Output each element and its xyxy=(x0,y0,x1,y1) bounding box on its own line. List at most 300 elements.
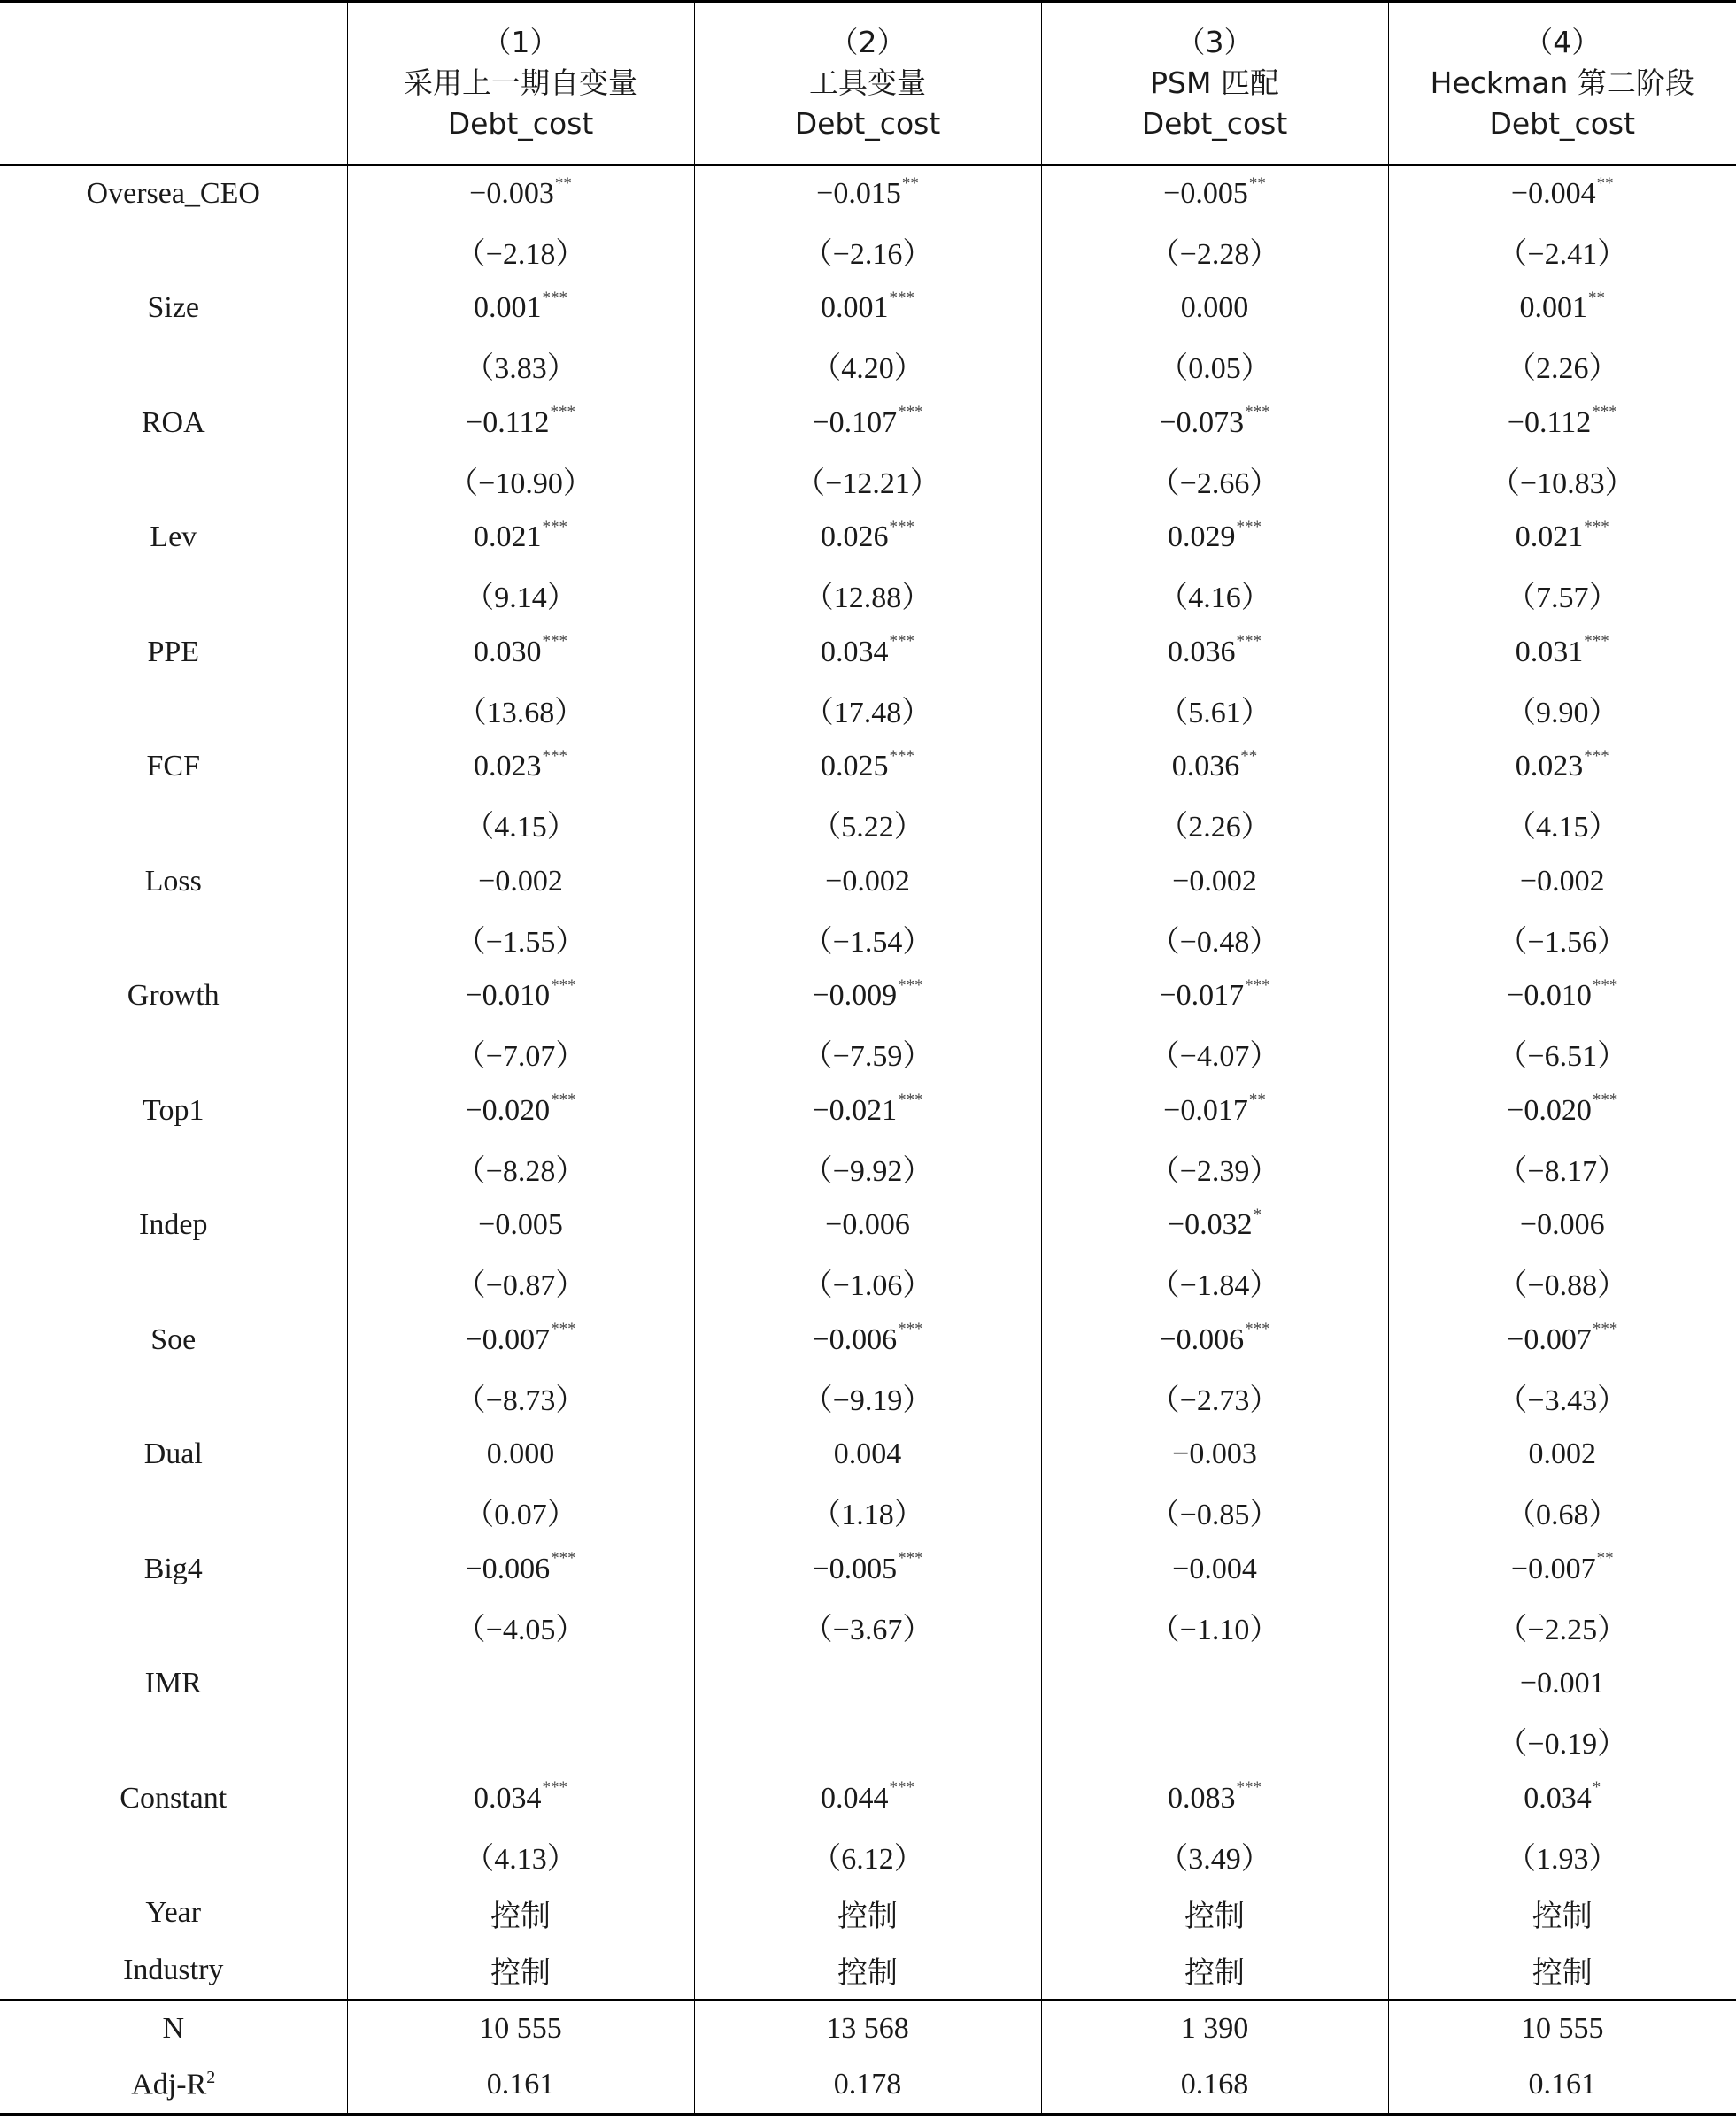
t-statistic-row xyxy=(0,1713,1736,1770)
coefficient-value: −0.006 xyxy=(825,1208,910,1241)
significance-stars: ** xyxy=(901,173,919,193)
variable-name: Soe xyxy=(150,1322,197,1356)
t-statistic-row xyxy=(0,1139,1736,1197)
t-statistic-value: （0.05） xyxy=(1158,352,1271,386)
t-statistic-value: （−1.54） xyxy=(802,925,933,959)
variable-label xyxy=(0,1942,347,2000)
t-statistic-value: （3.49） xyxy=(1158,1842,1271,1876)
significance-stars: ** xyxy=(1596,173,1614,193)
variable-label-empty xyxy=(0,1025,347,1083)
variable-name: Year xyxy=(145,1896,202,1929)
variable-name: Size xyxy=(147,291,200,324)
variable-label xyxy=(0,394,347,451)
coefficient-value: 0.034 xyxy=(821,635,889,668)
significance-stars: *** xyxy=(889,517,914,536)
t-statistic-value: （−10.83） xyxy=(1489,466,1635,500)
coefficient-cell xyxy=(1388,967,1736,1025)
coefficient-value: 0.000 xyxy=(1180,291,1249,324)
t-statistic-value: （−1.55） xyxy=(455,925,586,959)
variable-name: ROA xyxy=(141,405,205,439)
coefficient-row xyxy=(0,394,1736,451)
coefficient-value: 0.023 xyxy=(1515,750,1584,782)
coefficient-cell xyxy=(694,1197,1041,1254)
column-number: （4） xyxy=(1524,25,1601,59)
coefficient-value: −0.007 xyxy=(1507,1322,1592,1356)
coefficient-cell xyxy=(1388,509,1736,567)
t-statistic-value: （−2.25） xyxy=(1497,1613,1628,1646)
coefficient-cell xyxy=(694,1082,1041,1139)
t-statistic-value: （−9.19） xyxy=(802,1384,933,1417)
coefficient-value: −0.004 xyxy=(1510,177,1596,210)
t-statistic-cell xyxy=(347,681,694,738)
coefficient-value: −0.112 xyxy=(466,405,550,439)
variable-name: Oversea_CEO xyxy=(86,177,260,210)
significance-stars: *** xyxy=(898,975,923,995)
variable-label xyxy=(0,509,347,567)
control-row xyxy=(0,1885,1736,1942)
t-statistic-value: （−7.07） xyxy=(455,1040,586,1074)
t-statistic-cell xyxy=(347,1368,694,1426)
variable-label xyxy=(0,165,347,222)
statistic-value: 0.161 xyxy=(1528,2068,1596,2101)
variable-label-empty xyxy=(0,910,347,967)
coefficient-value: −0.004 xyxy=(1172,1552,1257,1585)
coefficient-row xyxy=(0,1311,1736,1368)
variable-label xyxy=(0,967,347,1025)
significance-stars: *** xyxy=(542,517,567,536)
coefficient-value: 0.004 xyxy=(833,1438,902,1470)
coefficient-row xyxy=(0,509,1736,567)
coefficient-value: −0.001 xyxy=(1519,1667,1605,1700)
coefficient-cell xyxy=(694,165,1041,222)
header-col-4 xyxy=(1388,2,1736,166)
coefficient-cell xyxy=(347,852,694,910)
t-statistic-cell xyxy=(347,910,694,967)
t-statistic-cell xyxy=(694,1368,1041,1426)
t-statistic-cell xyxy=(1388,910,1736,967)
t-statistic-cell xyxy=(347,1598,694,1655)
significance-stars: *** xyxy=(1245,975,1270,995)
t-statistic-cell xyxy=(1041,1827,1388,1885)
t-statistic-cell xyxy=(347,1827,694,1885)
coefficient-cell xyxy=(1388,165,1736,222)
coefficient-value: −0.020 xyxy=(465,1093,551,1127)
t-statistic-value: （−8.17） xyxy=(1497,1154,1628,1188)
t-statistic-cell xyxy=(347,1254,694,1312)
control-cell xyxy=(694,1885,1041,1942)
coefficient-cell xyxy=(1388,1311,1736,1368)
significance-stars: *** xyxy=(551,1091,576,1110)
variable-label-empty xyxy=(0,1254,347,1312)
coefficient-value: 0.021 xyxy=(1515,520,1584,553)
control-cell xyxy=(694,1942,1041,2000)
significance-stars: *** xyxy=(898,1320,923,1339)
coefficient-value: −0.006 xyxy=(812,1322,898,1356)
coefficient-value: −0.005 xyxy=(812,1552,898,1585)
statistic-value: 0.168 xyxy=(1180,2068,1249,2101)
t-statistic-cell xyxy=(694,681,1041,738)
t-statistic-value: （13.68） xyxy=(456,696,585,729)
significance-stars: *** xyxy=(898,1549,923,1569)
t-statistic-row xyxy=(0,910,1736,967)
coefficient-cell xyxy=(1041,165,1388,222)
variable-name: N xyxy=(162,2011,185,2045)
significance-stars: *** xyxy=(1245,403,1270,422)
coefficient-cell xyxy=(347,623,694,681)
statistic-value: 10 555 xyxy=(479,2011,562,2045)
header-corner xyxy=(0,2,347,166)
control-cell xyxy=(1388,1885,1736,1942)
t-statistic-cell xyxy=(1041,222,1388,280)
significance-stars: * xyxy=(1253,1205,1262,1224)
t-statistic-value: （1.18） xyxy=(811,1499,924,1532)
t-statistic-value: （−2.39） xyxy=(1149,1154,1280,1188)
coefficient-value: −0.021 xyxy=(812,1093,898,1127)
variable-label-empty xyxy=(0,337,347,395)
variable-name: Dual xyxy=(143,1438,203,1470)
t-statistic-cell xyxy=(694,1713,1041,1770)
coefficient-value: −0.107 xyxy=(812,405,898,439)
column-title: PSM 匹配 xyxy=(1150,66,1279,100)
significance-stars: *** xyxy=(889,1778,914,1798)
control-value: 控制 xyxy=(1532,1898,1593,1934)
coefficient-value: −0.007 xyxy=(465,1322,551,1356)
t-statistic-cell xyxy=(347,1025,694,1083)
t-statistic-value: （17.48） xyxy=(803,696,932,729)
coefficient-value: 0.030 xyxy=(474,635,542,668)
variable-name: Loss xyxy=(144,864,202,898)
t-statistic-cell xyxy=(694,1484,1041,1541)
column-dependent-variable: Debt_cost xyxy=(794,106,941,141)
significance-stars: *** xyxy=(1236,632,1261,651)
t-statistic-value: （−0.85） xyxy=(1149,1499,1280,1532)
variable-label xyxy=(0,738,347,796)
statistic-value: 13 568 xyxy=(826,2011,909,2045)
coefficient-cell xyxy=(1388,1655,1736,1713)
t-statistic-cell xyxy=(1041,1254,1388,1312)
significance-stars: *** xyxy=(1592,403,1617,422)
coefficient-value: −0.017 xyxy=(1163,1093,1248,1127)
coefficient-cell xyxy=(347,738,694,796)
coefficient-cell xyxy=(1041,280,1388,337)
significance-stars: *** xyxy=(898,403,923,422)
coefficient-value: 0.000 xyxy=(486,1438,555,1470)
coefficient-cell xyxy=(694,1540,1041,1598)
t-statistic-cell xyxy=(1388,1254,1736,1312)
coefficient-row xyxy=(0,280,1736,337)
t-statistic-cell xyxy=(694,222,1041,280)
coefficient-cell xyxy=(347,1769,694,1827)
statistic-value: 1 390 xyxy=(1180,2011,1249,2045)
coefficient-cell xyxy=(1388,1769,1736,1827)
t-statistic-row xyxy=(0,796,1736,853)
t-statistic-value: （−2.66） xyxy=(1149,466,1280,500)
variable-label xyxy=(0,1426,347,1484)
t-statistic-value: （6.12） xyxy=(811,1842,924,1876)
coefficient-cell xyxy=(694,852,1041,910)
t-statistic-value: （3.83） xyxy=(464,352,577,386)
significance-stars: *** xyxy=(1245,1320,1270,1339)
variable-label-empty xyxy=(0,681,347,738)
t-statistic-cell xyxy=(1041,337,1388,395)
t-statistic-cell xyxy=(694,567,1041,624)
control-value: 控制 xyxy=(1184,1955,1245,1991)
statistic-value: 10 555 xyxy=(1521,2011,1604,2045)
coefficient-value: 0.083 xyxy=(1168,1781,1236,1815)
t-statistic-value: （7.57） xyxy=(1506,582,1619,615)
coefficient-value: −0.002 xyxy=(1519,864,1605,898)
t-statistic-value: （0.68） xyxy=(1506,1499,1619,1532)
coefficient-value: −0.112 xyxy=(1507,405,1592,439)
significance-stars: *** xyxy=(889,632,914,651)
coefficient-value: −0.006 xyxy=(1159,1322,1245,1356)
variable-name: Big4 xyxy=(143,1552,203,1585)
variable-label xyxy=(0,1311,347,1368)
coefficient-cell xyxy=(694,394,1041,451)
t-statistic-row xyxy=(0,1598,1736,1655)
t-statistic-cell xyxy=(347,451,694,509)
variable-label xyxy=(0,280,347,337)
t-statistic-row xyxy=(0,1368,1736,1426)
coefficient-cell xyxy=(347,280,694,337)
t-statistic-row xyxy=(0,451,1736,509)
coefficient-cell xyxy=(1041,1197,1388,1254)
t-statistic-value: （4.16） xyxy=(1158,582,1271,615)
variable-label-empty xyxy=(0,1827,347,1885)
coefficient-value: −0.006 xyxy=(465,1552,551,1585)
coefficient-cell xyxy=(694,1655,1041,1713)
variable-label xyxy=(0,1540,347,1598)
coefficient-cell xyxy=(347,1426,694,1484)
t-statistic-value: （1.93） xyxy=(1506,1842,1619,1876)
variable-label xyxy=(0,1082,347,1139)
t-statistic-value: （−0.88） xyxy=(1497,1269,1628,1303)
coefficient-value: −0.073 xyxy=(1159,405,1245,439)
control-cell xyxy=(1041,1942,1388,2000)
t-statistic-value: （2.26） xyxy=(1158,811,1271,844)
t-statistic-value: （−1.56） xyxy=(1497,925,1628,959)
coefficient-cell xyxy=(694,1426,1041,1484)
t-statistic-cell xyxy=(1388,222,1736,280)
t-statistic-cell xyxy=(1041,451,1388,509)
variable-label xyxy=(0,2000,347,2057)
statistic-row xyxy=(0,2057,1736,2115)
t-statistic-cell xyxy=(1388,1139,1736,1197)
t-statistic-cell xyxy=(1041,1598,1388,1655)
coefficient-cell xyxy=(347,1311,694,1368)
coefficient-value: 0.031 xyxy=(1515,635,1584,668)
coefficient-cell xyxy=(1041,394,1388,451)
variable-label-empty xyxy=(0,1713,347,1770)
t-statistic-value: （−2.28） xyxy=(1149,237,1280,271)
t-statistic-value: （−4.05） xyxy=(455,1613,586,1646)
t-statistic-cell xyxy=(694,1139,1041,1197)
coefficient-value: −0.003 xyxy=(469,177,554,210)
t-statistic-cell xyxy=(347,1484,694,1541)
t-statistic-value: （−1.10） xyxy=(1149,1613,1280,1646)
t-statistic-cell xyxy=(694,1598,1041,1655)
coefficient-cell xyxy=(1388,394,1736,451)
t-statistic-cell xyxy=(694,910,1041,967)
t-statistic-cell xyxy=(1388,796,1736,853)
t-statistic-value: （−8.28） xyxy=(455,1154,586,1188)
coefficient-cell xyxy=(694,623,1041,681)
control-value: 控制 xyxy=(490,1898,551,1934)
variable-name: Constant xyxy=(120,1781,228,1815)
t-statistic-cell xyxy=(1388,567,1736,624)
coefficient-cell xyxy=(1388,1426,1736,1484)
coefficient-value: −0.002 xyxy=(1172,864,1257,898)
control-cell xyxy=(347,1942,694,2000)
column-dependent-variable: Debt_cost xyxy=(1489,106,1636,141)
coefficient-value: 0.002 xyxy=(1528,1438,1596,1470)
coefficient-row xyxy=(0,1769,1736,1827)
significance-stars: *** xyxy=(542,746,567,766)
coefficient-cell xyxy=(1388,1540,1736,1598)
coefficient-cell xyxy=(694,1311,1041,1368)
significance-stars: *** xyxy=(1592,1091,1618,1110)
coefficient-cell xyxy=(1041,1426,1388,1484)
t-statistic-row xyxy=(0,1827,1736,1885)
coefficient-value: −0.006 xyxy=(1519,1208,1605,1241)
coefficient-cell xyxy=(347,967,694,1025)
variable-label xyxy=(0,623,347,681)
variable-label xyxy=(0,1197,347,1254)
variable-label-empty xyxy=(0,567,347,624)
column-title: 采用上一期自变量 xyxy=(404,66,637,100)
t-statistic-cell xyxy=(1388,1598,1736,1655)
t-statistic-row xyxy=(0,337,1736,395)
coefficient-value: −0.007 xyxy=(1510,1552,1596,1585)
column-dependent-variable: Debt_cost xyxy=(1141,106,1288,141)
significance-stars: *** xyxy=(1236,517,1261,536)
t-statistic-cell xyxy=(1041,1368,1388,1426)
t-statistic-value: （−12.21） xyxy=(795,466,940,500)
coefficient-value: 0.036 xyxy=(1171,750,1240,782)
t-statistic-value: （−2.73） xyxy=(1149,1384,1280,1417)
t-statistic-value: （−6.51） xyxy=(1497,1040,1628,1074)
t-statistic-value: （−3.43） xyxy=(1497,1384,1628,1417)
t-statistic-value: （0.07） xyxy=(464,1499,577,1532)
significance-stars: *** xyxy=(542,1778,567,1798)
coefficient-cell xyxy=(1388,852,1736,910)
t-statistic-value: （−0.19） xyxy=(1497,1728,1628,1762)
t-statistic-value: （5.61） xyxy=(1158,696,1271,729)
variable-name: Top1 xyxy=(143,1093,204,1127)
coefficient-value: 0.034 xyxy=(474,1781,542,1815)
coefficient-value: 0.001 xyxy=(821,291,889,324)
t-statistic-cell xyxy=(694,796,1041,853)
coefficient-value: 0.029 xyxy=(1168,520,1236,553)
significance-stars: ** xyxy=(1588,288,1605,307)
significance-stars: *** xyxy=(542,288,567,307)
column-number: （3） xyxy=(1176,25,1254,59)
t-statistic-cell xyxy=(1041,681,1388,738)
column-title: Heckman 第二阶段 xyxy=(1430,66,1694,100)
coefficient-value: 0.021 xyxy=(474,520,542,553)
t-statistic-cell xyxy=(347,796,694,853)
t-statistic-value: （9.90） xyxy=(1506,696,1619,729)
coefficient-cell xyxy=(1388,738,1736,796)
statistic-cell xyxy=(694,2000,1041,2057)
t-statistic-row xyxy=(0,1254,1736,1312)
t-statistic-row xyxy=(0,222,1736,280)
control-cell xyxy=(1388,1942,1736,2000)
coefficient-value: −0.002 xyxy=(478,864,563,898)
superscript: 2 xyxy=(206,2068,216,2088)
statistic-cell xyxy=(1041,2000,1388,2057)
coefficient-cell xyxy=(347,509,694,567)
variable-label-empty xyxy=(0,1598,347,1655)
coefficient-row xyxy=(0,852,1736,910)
coefficient-value: 0.036 xyxy=(1168,635,1236,668)
statistic-value: 0.178 xyxy=(833,2068,902,2101)
variable-name: PPE xyxy=(147,635,200,668)
t-statistic-cell xyxy=(1041,1139,1388,1197)
coefficient-cell xyxy=(1041,852,1388,910)
significance-stars: *** xyxy=(889,746,914,766)
control-value: 控制 xyxy=(1184,1898,1245,1934)
variable-name: Lev xyxy=(150,520,197,553)
t-statistic-value: （5.22） xyxy=(811,811,924,844)
t-statistic-cell xyxy=(694,337,1041,395)
header-row xyxy=(0,2,1736,166)
t-statistic-cell xyxy=(347,337,694,395)
control-value: 控制 xyxy=(837,1955,898,1991)
column-title: 工具变量 xyxy=(809,66,926,100)
coefficient-value: −0.003 xyxy=(1172,1438,1257,1470)
coefficient-row xyxy=(0,738,1736,796)
t-statistic-cell xyxy=(1388,1368,1736,1426)
t-statistic-value: （−3.67） xyxy=(802,1613,933,1646)
significance-stars: *** xyxy=(1584,746,1609,766)
t-statistic-value: （4.15） xyxy=(1506,811,1619,844)
statistic-cell xyxy=(347,2057,694,2115)
coefficient-value: 0.034 xyxy=(1524,1781,1592,1815)
t-statistic-value: （9.14） xyxy=(464,582,577,615)
coefficient-cell xyxy=(694,738,1041,796)
t-statistic-value: （−7.59） xyxy=(802,1040,933,1074)
coefficient-cell xyxy=(1041,1082,1388,1139)
variable-name: Growth xyxy=(127,979,220,1012)
significance-stars: *** xyxy=(1584,632,1609,651)
t-statistic-cell xyxy=(1041,796,1388,853)
significance-stars: *** xyxy=(550,403,575,422)
coefficient-value: −0.005 xyxy=(478,1208,563,1241)
t-statistic-row xyxy=(0,1025,1736,1083)
significance-stars: ** xyxy=(554,173,572,193)
t-statistic-value: （−8.73） xyxy=(455,1384,586,1417)
variable-name: Adj-R xyxy=(131,2068,207,2101)
coefficient-cell xyxy=(347,1655,694,1713)
variable-label-empty xyxy=(0,451,347,509)
coefficient-cell xyxy=(1041,623,1388,681)
significance-stars: ** xyxy=(1248,1091,1266,1110)
t-statistic-row xyxy=(0,567,1736,624)
coefficient-value: 0.026 xyxy=(821,520,889,553)
statistic-cell xyxy=(347,2000,694,2057)
significance-stars: *** xyxy=(551,1549,576,1569)
coefficient-value: 0.044 xyxy=(821,1781,889,1815)
header-col-1 xyxy=(347,2,694,166)
t-statistic-cell xyxy=(1041,910,1388,967)
statistic-row xyxy=(0,2000,1736,2057)
t-statistic-cell xyxy=(347,567,694,624)
statistic-cell xyxy=(1041,2057,1388,2115)
significance-stars: *** xyxy=(898,1091,923,1110)
t-statistic-value: （−2.18） xyxy=(455,237,586,271)
coefficient-row xyxy=(0,1197,1736,1254)
